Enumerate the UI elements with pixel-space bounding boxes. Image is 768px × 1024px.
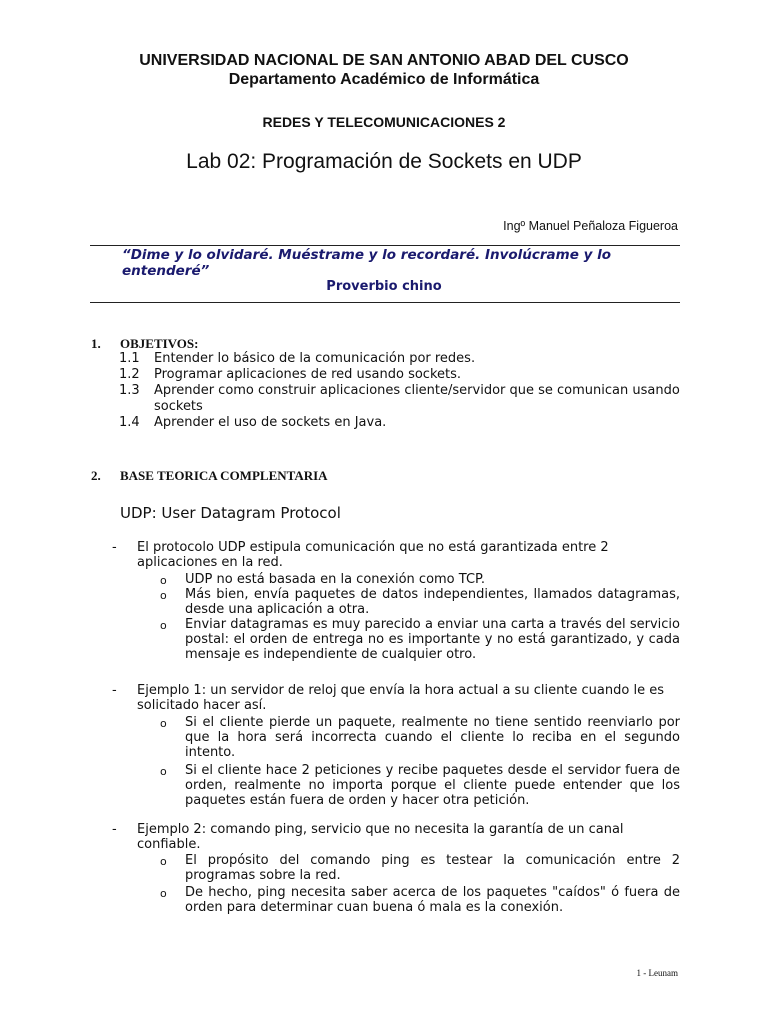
objective-number: 1.3 <box>119 383 140 398</box>
dash-item <box>112 540 682 570</box>
bullet-marker: o <box>160 765 167 778</box>
bullet-item <box>160 587 680 617</box>
objective-text: Programar aplicaciones de red usando sockets. <box>154 367 462 382</box>
dash-marker: - <box>112 822 117 837</box>
dash-item <box>112 822 682 852</box>
page-footer: 1 - Leunam <box>636 968 678 978</box>
bullet-text: UDP no está basada en la conexión como TCP. <box>185 572 485 587</box>
bullet-text: Enviar datagramas es muy parecido a enviar una carta a través del servicio postal: el orden de entrega no es importante y no está garantizado, y cada mensaje es independiente de cualquier otro. <box>185 617 680 662</box>
lab-title: Lab 02: Programación de Sockets en UDP <box>186 150 582 173</box>
quote-bottom-rule <box>90 302 680 303</box>
objective-number: 1.4 <box>119 415 140 430</box>
author-name: Ingº Manuel Peñaloza Figueroa <box>503 219 678 233</box>
dash-marker: - <box>112 540 117 555</box>
objective-item <box>119 351 684 367</box>
objective-item <box>119 367 684 383</box>
quote-top-rule <box>90 245 680 246</box>
bullet-marker: o <box>160 589 167 602</box>
bullet-text: Si el cliente hace 2 peticiones y recibe paquetes desde el servidor fuera de orden, realmente no importa porque el cliente puede entender que los paquetes están fuera de orden y hacer otra petición. <box>185 763 680 808</box>
objective-text: Aprender el uso de sockets en Java. <box>154 415 387 430</box>
section-number: 1. <box>91 336 101 351</box>
section-number: 2. <box>91 468 101 483</box>
course-name: REDES Y TELECOMUNICACIONES 2 <box>262 114 506 130</box>
dash-marker: - <box>112 683 117 698</box>
objective-item <box>119 415 684 431</box>
bullet-item <box>160 617 680 662</box>
bullet-marker: o <box>160 887 167 900</box>
dash-text: El protocolo UDP estipula comunicación que no está garantizada entre 2 aplicaciones en la red. <box>137 540 609 570</box>
objective-number: 1.1 <box>119 351 140 366</box>
bullet-item <box>160 853 680 883</box>
bullet-text: Si el cliente pierde un paquete, realmente no tiene sentido reenviarlo por que la hora será incorrecta cuando el cliente lo reciba en el segundo intento. <box>185 715 680 760</box>
university-name: UNIVERSIDAD NACIONAL DE SAN ANTONIO ABAD DEL CUSCO <box>139 52 629 69</box>
bullet-marker: o <box>160 855 167 868</box>
bullet-item <box>160 715 680 760</box>
section-title: OBJETIVOS: <box>120 336 199 351</box>
objective-number: 1.2 <box>119 367 140 382</box>
quote-attribution: Proverbio chino <box>326 279 442 294</box>
bullet-marker: o <box>160 717 167 730</box>
dash-text: Ejemplo 1: un servidor de reloj que envía la hora actual a su cliente cuando le es solicitado hacer así. <box>137 683 664 713</box>
bullet-text: De hecho, ping necesita saber acerca de los paquetes "caídos" ó fuera de orden para determinar cuan buena ó mala es la conexión. <box>185 885 680 915</box>
department-name: Departamento Académico de Informática <box>228 71 540 88</box>
bullet-text: Más bien, envía paquetes de datos independientes, llamados datagramas, desde una aplicación a otra. <box>185 587 680 617</box>
objective-item <box>119 383 684 415</box>
dash-item <box>112 683 682 713</box>
quote-text: “Dime y lo olvidaré. Muéstrame y lo recordaré. Involúcrame y lo entenderé” <box>122 247 611 279</box>
objective-text: Aprender como construir aplicaciones cliente/servidor que se comunican usando sockets <box>154 383 680 414</box>
bullet-item <box>160 763 680 808</box>
bullet-marker: o <box>160 619 167 632</box>
section-heading <box>91 336 198 352</box>
bullet-item <box>160 572 680 587</box>
bullet-text: El propósito del comando ping es testear la comunicación entre 2 programas sobre la red. <box>185 853 680 883</box>
dash-text: Ejemplo 2: comando ping, servicio que no necesita la garantía de un canal confiable. <box>137 822 624 852</box>
bullet-marker: o <box>160 574 167 587</box>
objective-text: Entender lo básico de la comunicación por redes. <box>154 351 476 366</box>
section-heading <box>91 468 328 484</box>
section-title: BASE TEORICA COMPLENTARIA <box>120 468 328 483</box>
udp-subheading: UDP: User Datagram Protocol <box>120 504 341 522</box>
bullet-item <box>160 885 680 915</box>
